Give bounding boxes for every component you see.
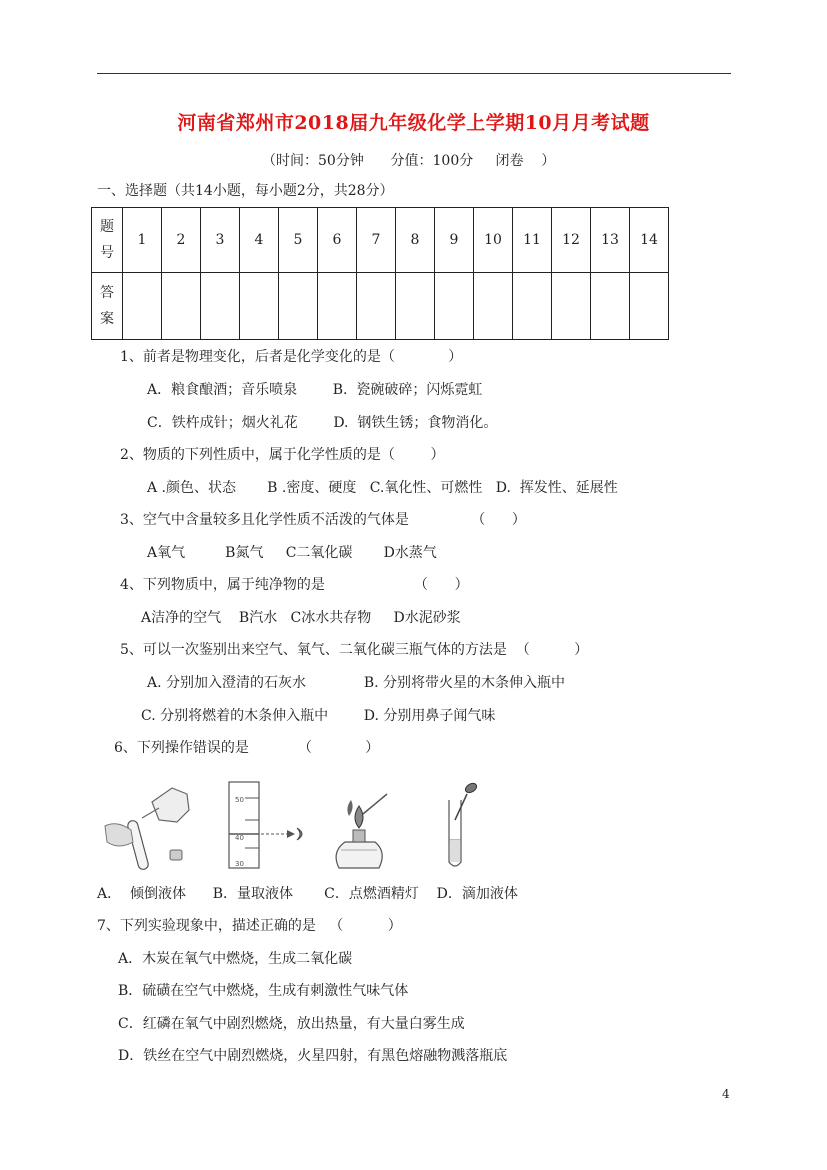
measure-liquid-figure bbox=[217, 780, 317, 875]
q7-option-a: A．木炭在氧气中燃烧，生成二氧化碳 bbox=[118, 951, 353, 967]
q3-stem: 3、空气中含量较多且化学性质不活泼的气体是 （ ） bbox=[120, 512, 526, 528]
answer-cell[interactable] bbox=[513, 273, 552, 340]
q1-options-ab: A．粮食酿酒；音乐喷泉 B. 瓷碗破碎；闪烁霓虹 bbox=[147, 382, 483, 398]
page-title: 河南省郑州市2018届九年级化学上学期10月月考试题 bbox=[177, 112, 650, 134]
number-cell: 13 bbox=[591, 208, 630, 273]
exam-info: （时间：50分钟 分值：100分 闭卷 ） bbox=[262, 153, 556, 169]
tick-label: 30 bbox=[235, 860, 244, 868]
number-cell: 9 bbox=[435, 208, 474, 273]
number-cell: 12 bbox=[552, 208, 591, 273]
answer-cell[interactable] bbox=[474, 273, 513, 340]
answer-cell[interactable] bbox=[357, 273, 396, 340]
section-heading: 一、选择题（共14小题，每小题2分，共28分） bbox=[97, 183, 394, 199]
alcohol-lamp-figure bbox=[327, 780, 427, 875]
q4-options: A洁净的空气 B汽水 C冰水共存物 D水泥砂浆 bbox=[141, 610, 461, 626]
number-cell: 11 bbox=[513, 208, 552, 273]
number-cell: 8 bbox=[396, 208, 435, 273]
answer-cell[interactable] bbox=[123, 273, 162, 340]
q5-stem: 5、可以一次鉴别出来空气、氧气、二氧化碳三瓶气体的方法是 （ ） bbox=[120, 642, 589, 658]
answer-cell[interactable] bbox=[201, 273, 240, 340]
q6-figures bbox=[97, 780, 557, 875]
q4-stem: 4、下列物质中，属于纯净物的是 （ ） bbox=[120, 577, 469, 593]
number-cell: 1 bbox=[123, 208, 162, 273]
answer-row bbox=[92, 273, 669, 340]
tick-label: 40 bbox=[235, 834, 244, 842]
number-cell: 7 bbox=[357, 208, 396, 273]
q2-stem: 2、物质的下列性质中，属于化学性质的是（ ） bbox=[120, 447, 445, 463]
drop-liquid-figure bbox=[427, 780, 507, 875]
q7-option-b: B．硫磺在空气中燃烧，生成有刺激性气味气体 bbox=[118, 983, 409, 999]
pour-liquid-figure bbox=[97, 780, 197, 875]
answer-cell[interactable] bbox=[162, 273, 201, 340]
q1-stem: 1、前者是物理变化，后者是化学变化的是（ ） bbox=[120, 349, 463, 365]
number-cell: 10 bbox=[474, 208, 513, 273]
answer-cell[interactable] bbox=[630, 273, 669, 340]
row-label-answer: 答 案 bbox=[92, 273, 123, 340]
answer-cell[interactable] bbox=[591, 273, 630, 340]
answer-cell[interactable] bbox=[240, 273, 279, 340]
number-cell: 2 bbox=[162, 208, 201, 273]
q6-options: A． 倾倒液体 B．量取液体 C．点燃酒精灯 D．滴加液体 bbox=[97, 886, 518, 902]
q3-options: A氧气 B氮气 C二氧化碳 D水蒸气 bbox=[147, 545, 437, 561]
answer-table bbox=[91, 207, 669, 340]
answer-cell[interactable] bbox=[396, 273, 435, 340]
q7-option-d: D．铁丝在空气中剧烈燃烧，火星四射，有黑色熔融物溅落瓶底 bbox=[118, 1048, 508, 1064]
q7-stem: 7、下列实验现象中，描述正确的是 （ ） bbox=[97, 918, 402, 934]
page-number: 4 bbox=[722, 1087, 730, 1101]
q7-option-c: C．红磷在氧气中剧烈燃烧，放出热量，有大量白雾生成 bbox=[118, 1016, 465, 1032]
answer-cell[interactable] bbox=[435, 273, 474, 340]
number-cell: 5 bbox=[279, 208, 318, 273]
q6-stem: 6、下列操作错误的是 （ ） bbox=[114, 740, 380, 756]
q5-options-cd: C. 分别将燃着的木条伸入瓶中 D. 分别用鼻子闻气味 bbox=[141, 708, 496, 724]
header-rule bbox=[97, 73, 731, 74]
q2-options: A .颜色、状态 B .密度、硬度 C.氧化性、可燃性 D. 挥发性、延展性 bbox=[147, 480, 618, 496]
number-cell: 3 bbox=[201, 208, 240, 273]
number-cell: 6 bbox=[318, 208, 357, 273]
tick-label: 50 bbox=[235, 796, 244, 804]
answer-cell[interactable] bbox=[552, 273, 591, 340]
number-cell: 14 bbox=[630, 208, 669, 273]
number-cell: 4 bbox=[240, 208, 279, 273]
answer-cell[interactable] bbox=[318, 273, 357, 340]
question-number-row bbox=[92, 208, 669, 273]
answer-cell[interactable] bbox=[279, 273, 318, 340]
q5-options-ab: A. 分别加入澄清的石灰水 B. 分别将带火星的木条伸入瓶中 bbox=[147, 675, 566, 691]
row-label-number: 题 号 bbox=[92, 208, 123, 273]
q1-options-cd: C．铁杵成针；烟火礼花 D. 钢铁生锈；食物消化。 bbox=[147, 415, 498, 431]
